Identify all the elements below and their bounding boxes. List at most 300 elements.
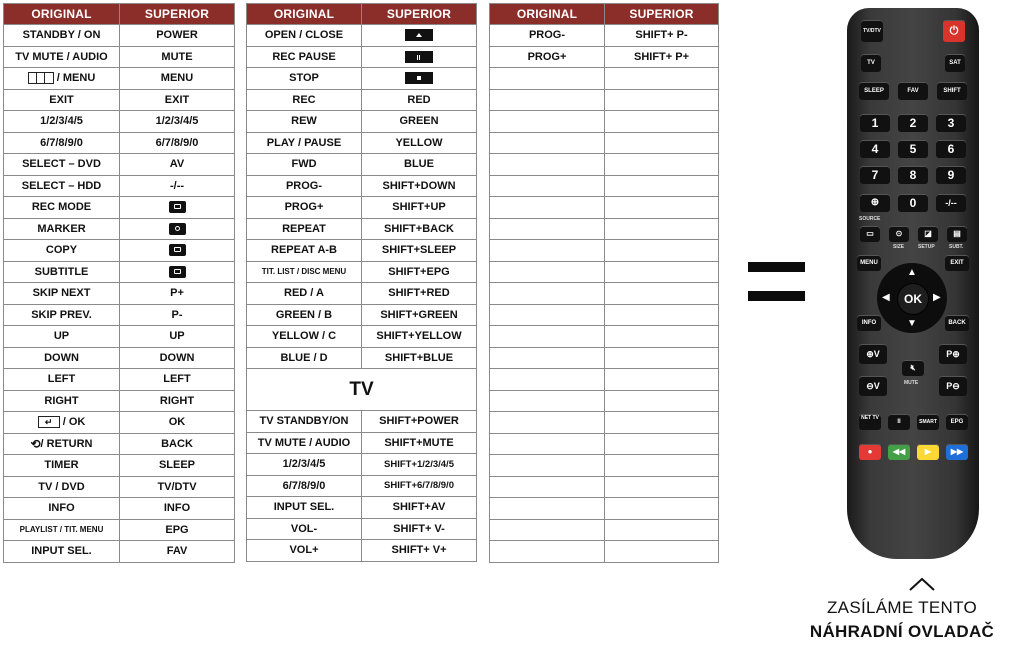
superior-label: AV [169,158,185,171]
ok-button: OK [897,283,929,315]
empty-cell [605,304,719,326]
superior-label: SHIFT+POWER [379,415,459,428]
empty-row [490,347,719,369]
original-label: PROG+ [284,201,324,214]
original-cell [4,433,120,455]
empty-row [490,412,719,434]
superior-label: SHIFT+YELLOW [376,330,462,343]
empty-cell [490,68,605,90]
sat-button: SAT [945,54,965,72]
original-cell [4,412,120,434]
original-label: SKIP PREV. [31,308,92,321]
superior-cell [120,25,235,47]
superior-cell [120,347,235,369]
superior-label: LEFT [163,373,191,386]
original-cell [247,132,362,154]
table-row [247,132,477,154]
superior-cell [120,369,235,391]
empty-cell [605,111,719,133]
table-row [247,240,477,262]
table-row [4,240,235,262]
original-cell [247,261,362,283]
table-row [247,326,477,348]
superior-cell [120,68,235,90]
superior-cell [120,283,235,305]
mapping-table-2 [246,3,477,562]
empty-row [490,240,719,262]
empty-cell [490,412,605,434]
header-superior: SUPERIOR [605,4,719,25]
digit-2-button: 2 [898,114,928,132]
table-row [4,347,235,369]
superior-label: UP [169,330,185,343]
original-cell [247,540,362,562]
empty-row [490,498,719,520]
empty-cell [605,261,719,283]
original-cell [4,68,120,90]
menu-button: MENU [857,255,881,271]
original-label: PLAYLIST / TIT. MENU [19,525,104,535]
source-label: SOURCE [859,216,881,222]
table-row [4,261,235,283]
superior-cell [120,476,235,498]
original-label: 1/2/3/4/5 [282,458,326,471]
empty-cell [605,455,719,477]
subtitle-button: ▤ [947,226,967,242]
digit-1-button: 1 [860,114,890,132]
pause-icon [405,51,433,63]
empty-row [490,519,719,541]
original-label: STANDBY / ON [22,29,101,42]
original-label: / RETURN [40,437,93,450]
original-label: RIGHT [44,394,79,407]
shift-button: SHIFT [937,82,967,100]
dpad [877,263,947,333]
tv-section-title: TV [247,369,477,411]
original-label: REC [292,93,316,106]
superior-cell [120,46,235,68]
original-label: TIT. LIST / DISC MENU [261,267,347,277]
superior-cell [120,541,235,563]
tv-section-row [247,369,477,411]
setup-label: SETUP [918,244,935,250]
table-row [247,218,477,240]
table-row [4,132,235,154]
empty-cell [605,240,719,262]
original-label: 1/2/3/4/5 [40,115,83,128]
remote-control-image [847,8,979,559]
info-button: INFO [857,315,881,331]
original-cell [247,497,362,519]
original-cell [4,283,120,305]
original-cell [247,89,362,111]
original-label: BLUE / D [280,351,328,364]
empty-cell [490,218,605,240]
original-cell [4,541,120,563]
original-cell [4,261,120,283]
empty-cell [490,347,605,369]
empty-cell [490,240,605,262]
original-label: TV MUTE / AUDIO [257,436,351,449]
empty-cell [605,283,719,305]
original-cell [247,518,362,540]
original-cell [247,475,362,497]
superior-label: SHIFT+RED [388,287,450,300]
superior-label: TV/DTV [157,480,197,493]
original-cell [247,454,362,476]
empty-cell [490,89,605,111]
table-row [247,89,477,111]
table-row [247,475,477,497]
table-row [4,111,235,133]
rec-mode-button: ▭ [860,226,880,242]
yellow-button: ▶ [917,444,939,460]
original-label: PROG+ [527,50,567,63]
empty-row [490,326,719,348]
original-label: YELLOW / C [271,330,337,343]
original-label: DOWN [44,351,79,364]
original-label: PROG- [528,29,566,42]
digit-8-button: 8 [898,166,928,184]
empty-cell [490,476,605,498]
superior-cell [362,132,477,154]
menu-grid-icon [28,72,54,84]
superior-cell [362,326,477,348]
original-label: REC PAUSE [272,50,336,63]
equals-bar-bottom [748,291,805,301]
rec-mode-icon [169,201,186,213]
original-cell [4,390,120,412]
original-label: SELECT – DVD [22,158,101,171]
superior-cell [120,412,235,434]
table-row [247,347,477,369]
table-row [247,540,477,562]
original-cell [247,432,362,454]
caption-line-1: ZASÍLÁME TENTO [827,598,977,617]
original-label: SKIP NEXT [32,287,91,300]
superior-cell [120,326,235,348]
empty-cell [605,154,719,176]
superior-cell [362,240,477,262]
table-row [4,283,235,305]
superior-label: FAV [166,545,188,558]
original-label: TIMER [44,459,79,472]
original-label: EXIT [49,93,74,106]
size-label: SIZE [893,244,905,250]
table-row [247,154,477,176]
empty-row [490,433,719,455]
empty-cell [605,218,719,240]
superior-cell [605,25,719,47]
marker-button: ⊙ [889,226,909,242]
empty-cell [490,283,605,305]
original-cell [4,476,120,498]
original-label: TV MUTE / AUDIO [15,50,108,63]
table-row [247,68,477,90]
superior-label: SHIFT+GREEN [380,308,458,321]
empty-cell [605,175,719,197]
empty-cell [490,455,605,477]
original-label: PLAY / PAUSE [266,136,342,149]
empty-cell [605,347,719,369]
return-icon: ⟲ [30,436,41,451]
table-row [4,498,235,520]
superior-label: SHIFT+ V- [393,522,445,535]
superior-cell [120,304,235,326]
table-row [490,46,719,68]
original-cell [247,46,362,68]
subt-label: SUBT. [949,244,964,250]
empty-row [490,175,719,197]
empty-row [490,197,719,219]
original-cell [4,369,120,391]
empty-row [490,218,719,240]
original-cell [247,154,362,176]
original-cell [247,304,362,326]
superior-label: SHIFT+SLEEP [381,244,457,257]
superior-cell [120,498,235,520]
superior-cell [362,261,477,283]
original-cell [490,46,605,68]
superior-label: EPG [165,523,189,536]
empty-cell [605,541,719,563]
table-row [490,25,719,47]
original-label: REC MODE [31,201,92,214]
superior-label: SHIFT+BLUE [384,351,454,364]
table-row [247,46,477,68]
original-cell [4,240,120,262]
table-row [4,519,235,541]
superior-label: MENU [160,72,194,85]
mute-button: 🔇︎ [902,360,924,376]
empty-row [490,283,719,305]
superior-cell [362,497,477,519]
original-label: SUBTITLE [34,265,89,278]
superior-cell [120,132,235,154]
green-button: ◀◀ [888,444,910,460]
mapping-table-3 [489,3,719,563]
superior-label: BACK [161,437,193,450]
header-superior: SUPERIOR [362,4,477,25]
fav-button: FAV [898,82,928,100]
superior-label: SHIFT+ P- [635,29,688,42]
original-label: INPUT SEL. [31,545,92,558]
header-original: ORIGINAL [247,4,362,25]
original-label: FWD [291,158,317,171]
stop-icon [405,72,433,84]
original-cell [247,25,362,47]
empty-cell [490,154,605,176]
superior-cell [362,411,477,433]
vol-down-button: ⊖V [859,376,887,396]
header-original: ORIGINAL [4,4,120,25]
original-cell [4,218,120,240]
superior-label: OK [168,416,186,429]
table-row [4,455,235,477]
table-row [247,197,477,219]
table-row [4,304,235,326]
original-label: OPEN / CLOSE [264,29,344,42]
empty-row [490,455,719,477]
empty-cell [490,197,605,219]
original-label: LEFT [47,373,76,386]
superior-label: SHIFT+BACK [384,222,454,235]
original-label: TV / DVD [38,480,85,493]
superior-cell [362,89,477,111]
superior-label: DOWN [159,351,195,364]
empty-row [490,541,719,563]
header-superior: SUPERIOR [120,4,235,25]
table-row [247,25,477,47]
table-row [4,197,235,219]
original-cell [247,347,362,369]
empty-cell [605,132,719,154]
superior-cell [120,455,235,477]
superior-cell [362,197,477,219]
original-label: / OK [62,416,86,429]
digit-9-button: 9 [936,166,966,184]
empty-cell [490,261,605,283]
mute-label: MUTE [904,380,919,386]
empty-cell [605,390,719,412]
superior-label: 1/2/3/4/5 [155,115,199,128]
table-row [4,154,235,176]
dash-button: -/-- [936,194,966,212]
power-button: ⏻ [943,20,965,42]
blue-button: ▶▶ [946,444,968,460]
empty-cell [490,304,605,326]
prog-up-button: P⊕ [939,344,967,364]
exit-button: EXIT [945,255,969,271]
empty-cell [605,89,719,111]
original-cell [4,25,120,47]
superior-cell [362,540,477,562]
original-cell [247,283,362,305]
digit-6-button: 6 [936,140,966,158]
header-original: ORIGINAL [490,4,605,25]
superior-cell [120,89,235,111]
superior-label: P- [171,308,183,321]
chevron-up-icon [908,576,936,592]
superior-cell [120,261,235,283]
original-cell [4,111,120,133]
empty-row [490,476,719,498]
original-label: VOL+ [289,544,319,557]
table-row [4,46,235,68]
original-label: / MENU [56,72,96,85]
original-label: UP [53,330,70,343]
original-label: INFO [48,502,75,515]
source-button: ⊕ [860,194,890,212]
empty-cell [490,132,605,154]
empty-cell [605,326,719,348]
superior-cell [362,432,477,454]
original-label: 6/7/8/9/0 [282,479,326,492]
empty-cell [605,476,719,498]
superior-cell [120,154,235,176]
superior-label: RIGHT [159,394,195,407]
original-label: VOL- [290,522,318,535]
mapping-table-1 [3,3,235,563]
original-label: RED / A [284,287,324,300]
superior-cell [605,46,719,68]
caption-line-2: NÁHRADNÍ OVLADAČ [809,622,995,641]
empty-row [490,261,719,283]
digit-0-button: 0 [898,194,928,212]
empty-cell [490,541,605,563]
superior-label: -/-- [169,179,185,192]
digit-3-button: 3 [936,114,966,132]
empty-cell [605,197,719,219]
copy-icon [169,244,186,256]
empty-cell [490,519,605,541]
empty-cell [490,326,605,348]
superior-label: SHIFT+EPG [388,265,450,278]
empty-row [490,132,719,154]
original-cell [4,89,120,111]
superior-label: SHIFT+ P+ [633,50,690,63]
table-row [4,218,235,240]
superior-cell [362,175,477,197]
superior-label: SLEEP [158,459,196,472]
superior-cell [120,175,235,197]
superior-label: SHIFT+UP [392,201,446,214]
red-button: ● [859,444,881,460]
marker-icon [169,223,186,235]
empty-cell [605,68,719,90]
back-button: BACK [945,315,969,331]
original-cell [4,326,120,348]
original-label: INPUT SEL. [273,501,335,514]
superior-label: INFO [163,502,191,515]
equals-bar-top [748,262,805,272]
original-cell [247,326,362,348]
original-label: MARKER [37,222,86,235]
original-cell [4,46,120,68]
superior-cell [362,218,477,240]
table-row [247,497,477,519]
table-row [4,68,235,90]
empty-row [490,68,719,90]
original-cell [247,68,362,90]
empty-row [490,154,719,176]
original-label: REPEAT A-B [271,244,337,257]
original-cell [4,519,120,541]
empty-cell [605,498,719,520]
superior-cell [362,347,477,369]
smart-button: SMART [917,414,939,430]
superior-label: P+ [170,287,184,300]
table-row [4,175,235,197]
superior-label: YELLOW [395,136,443,149]
empty-cell [490,433,605,455]
superior-label: RED [407,93,431,106]
table-row [247,411,477,433]
superior-cell [362,518,477,540]
superior-cell [120,433,235,455]
empty-row [490,89,719,111]
superior-label: MUTE [161,50,193,63]
original-cell [4,455,120,477]
original-cell [490,25,605,47]
table-row [247,432,477,454]
digit-7-button: 7 [860,166,890,184]
sleep-button: SLEEP [859,82,889,100]
empty-cell [605,369,719,391]
original-cell [247,218,362,240]
pause-button: II [888,414,910,430]
superior-label: SHIFT+6/7/8/9/0 [384,480,454,492]
